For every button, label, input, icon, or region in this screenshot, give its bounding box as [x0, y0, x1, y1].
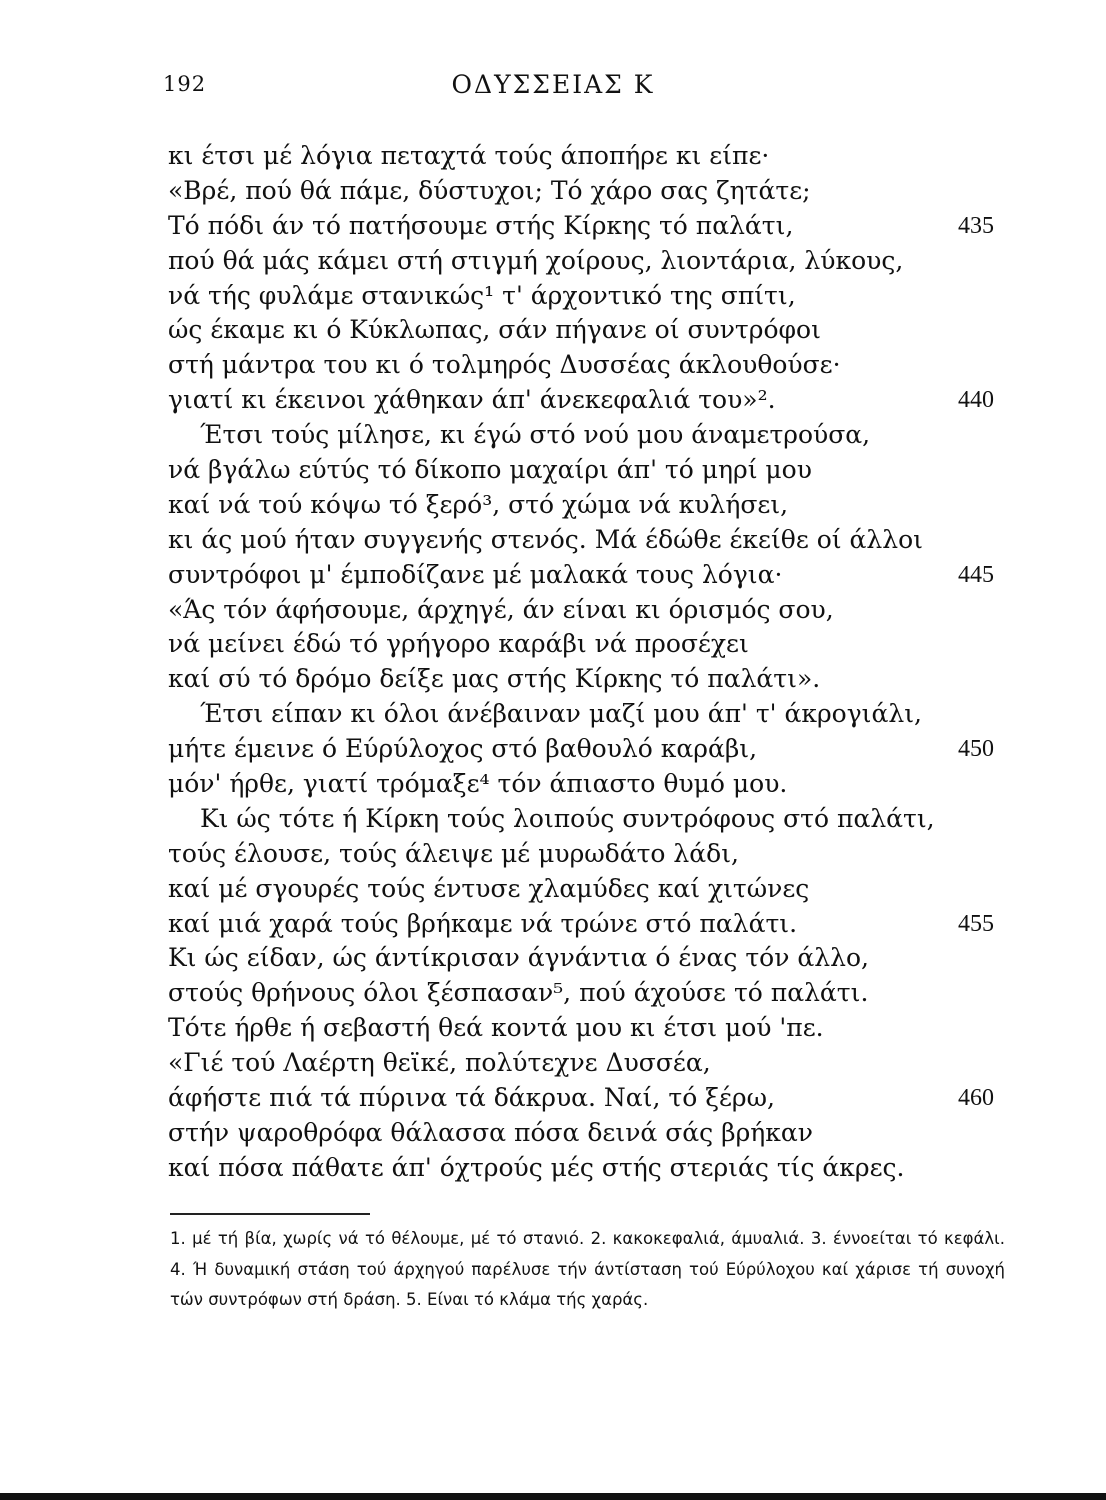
- verse-line: [168, 1011, 1018, 1046]
- line-number: 455: [958, 910, 994, 937]
- verse-text: καί μιά χαρά τούς βρήκαμε νά τρώνε στό παλάτι.: [168, 908, 798, 938]
- verse-text: τούς έλουσε, τούς άλειψε μέ μυρωδάτο λάδι,: [168, 838, 739, 868]
- line-number: 440: [958, 387, 994, 414]
- verse-line: [168, 418, 1018, 453]
- verse-text: κι άς μού ήταν συγγενής στενός. Μά έδώθε έκείθε οί άλλοι: [168, 524, 923, 554]
- verse-line: [168, 488, 1018, 523]
- verse-text: νά βγάλω εύτύς τό δίκοπο μαχαίρι άπ' τό μηρί μου: [168, 455, 812, 485]
- verse-text: Έτσι είπαν κι όλοι άνέβαιναν μαζί μου άπ' τ' άκρογιάλι,: [200, 699, 922, 729]
- verse-line: [168, 1081, 1018, 1116]
- verse-text: στήν ψαροθρόφα θάλασσα πόσα δεινά σάς βρήκαν: [168, 1117, 813, 1147]
- line-number: 435: [958, 212, 994, 239]
- verse-line: [168, 1046, 1018, 1081]
- verse-line: [168, 662, 1018, 697]
- verse-line: [168, 348, 1018, 383]
- verse-text: Κι ώς είδαν, ώς άντίκρισαν άγνάντια ό ένας τόν άλλο,: [168, 943, 869, 973]
- verse-line: [168, 313, 1018, 348]
- poem-text: [168, 139, 1018, 1186]
- verse-line: [168, 174, 1018, 209]
- verse-line: [168, 802, 1018, 837]
- verse-text: ώς έκαμε κι ό Κύκλωπας, σάν πήγανε οί συντρόφοι: [168, 315, 821, 345]
- verse-text: στούς θρήνους όλοι ξέσπασαν⁵, πού άχούσε τό παλάτι.: [168, 978, 869, 1008]
- verse-text: Τότε ήρθε ή σεβαστή θεά κοντά μου κι έτσι μού 'πε.: [168, 1013, 824, 1043]
- verse-line: [168, 732, 1018, 767]
- verse-text: καί νά τού κόψω τό ξερό³, στό χώμα νά κυλήσει,: [168, 489, 789, 519]
- verse-text: καί σύ τό δρόμο δείξε μας στής Κίρκης τό παλάτι».: [168, 664, 821, 694]
- verse-line: [168, 976, 1018, 1011]
- line-number: 450: [958, 736, 994, 763]
- footnotes: 1. μέ τή βία, χωρίς νά τό θέλουμε, μέ τό στανιό. 2. κακοκεφαλιά, άμυαλιά. 3. έννοείται τό κεφάλι. 4. Ή δυναμική στάση τού άρχηγού παρέλυσε τήν άντίσταση τού Εύρύλοχου καί χάρισε τή συνοχή τών συντρόφων στή δράση. 5. Είναι τό κλάμα τής χαράς.: [170, 1229, 1005, 1309]
- verse-text: άφήστε πιά τά πύρινα τά δάκρυα. Ναί, τό ξέρω,: [168, 1083, 775, 1113]
- footnote-rule: [170, 1213, 370, 1215]
- line-number: 460: [958, 1085, 994, 1112]
- verse-text: νά μείνει έδώ τό γρήγορο καράβι νά προσέχει: [168, 629, 749, 659]
- verse-text: γιατί κι έκεινοι χάθηκαν άπ' άνεκεφαλιά του»².: [168, 385, 776, 415]
- verse-line: [168, 1116, 1018, 1151]
- verse-line: [168, 523, 1018, 558]
- verse-line: [168, 941, 1018, 976]
- verse-text: καί πόσα πάθατε άπ' όχτρούς μές στής στεριάς τίς άκρες.: [168, 1152, 905, 1182]
- verse-text: Τό πόδι άν τό πατήσουμε στής Κίρκης τό παλάτι,: [168, 210, 794, 240]
- verse-text: μήτε έμεινε ό Εύρύλοχος στό βαθουλό καράβι,: [168, 734, 758, 764]
- verse-line: [168, 139, 1018, 174]
- scan-edge: [0, 1493, 1106, 1500]
- verse-text: «Βρέ, πού θά πάμε, δύστυχοι; Τό χάρο σας ζητάτε;: [168, 175, 811, 205]
- verse-text: συντρόφοι μ' έμποδίζανε μέ μαλακά τους λόγια·: [168, 559, 783, 589]
- verse-text: πού θά μάς κάμει στή στιγμή χοίρους, λιοντάρια, λύκους,: [168, 245, 904, 275]
- verse-text: «Γιέ τού Λαέρτη θεϊκέ, πολύτεχνε Δυσσέα,: [168, 1048, 711, 1078]
- verse-text: καί μέ σγουρές τούς έντυσε χλαμύδες καί χιτώνες: [168, 873, 810, 903]
- running-title: ΟΔΥΣΣΕΙΑΣ Κ: [451, 70, 655, 99]
- verse-line: [168, 627, 1018, 662]
- verse-line: [168, 453, 1018, 488]
- verse-line: [168, 907, 1018, 942]
- verse-line: [168, 872, 1018, 907]
- verse-line: [168, 279, 1018, 314]
- verse-text: μόν' ήρθε, γιατί τρόμαξε⁴ τόν άπιαστο θυμό μου.: [168, 769, 788, 799]
- verse-line: [168, 244, 1018, 279]
- verse-line: [168, 383, 1018, 418]
- verse-text: «Άς τόν άφήσουμε, άρχηγέ, άν είναι κι όρισμός σου,: [168, 594, 834, 624]
- verse-text: νά τής φυλάμε στανικώς¹ τ' άρχοντικό της σπίτι,: [168, 280, 796, 310]
- verse-line: [168, 837, 1018, 872]
- verse-line: [168, 697, 1018, 732]
- verse-text: Κι ώς τότε ή Κίρκη τούς λοιπούς συντρόφους στό παλάτι,: [200, 803, 935, 833]
- verse-text: κι έτσι μέ λόγια πεταχτά τούς άποπήρε κι είπε·: [168, 141, 770, 170]
- verse-line: [168, 593, 1018, 628]
- verse-text: Έτσι τούς μίλησε, κι έγώ στό νού μου άναμετρούσα,: [200, 420, 871, 450]
- verse-line: [168, 558, 1018, 593]
- verse-line: [168, 209, 1018, 244]
- verse-text: στή μάντρα του κι ό τολμηρός Δυσσέας άκλουθούσε·: [168, 350, 841, 380]
- page-number: 192: [163, 72, 207, 96]
- line-number: 445: [958, 561, 994, 588]
- verse-line: [168, 1151, 1018, 1186]
- verse-line: [168, 767, 1018, 802]
